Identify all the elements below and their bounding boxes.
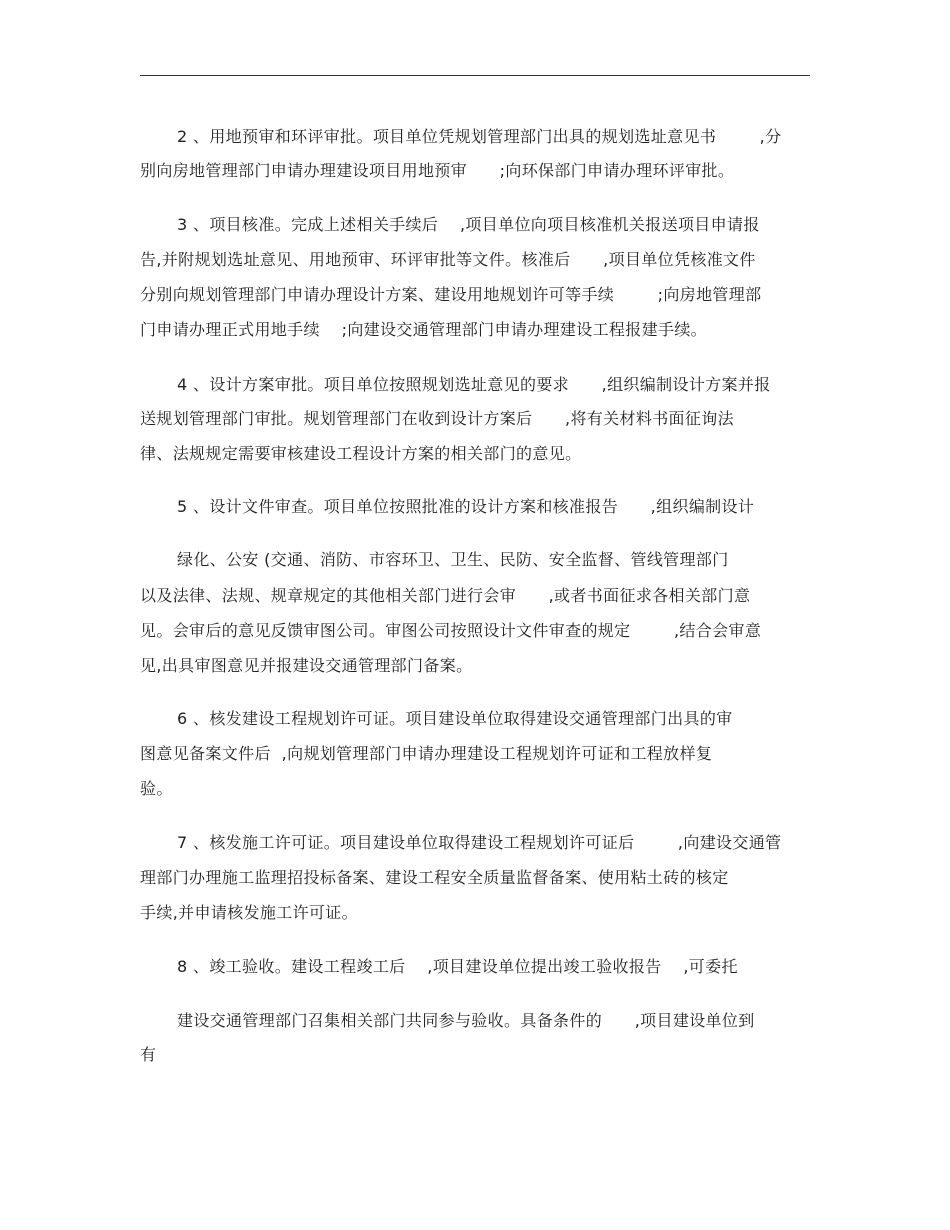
text-line: 2 、用地预审和环评审批。项目单位凭规划管理部门出具的规划选址意见书 ,分 xyxy=(177,127,782,146)
text-line: 别向房地管理部门申请办理建设项目用地预审 ;向环保部门申请办理环评审批。 xyxy=(140,161,735,180)
text-line: 送规划管理部门审批。规划管理部门在收到设计方案后 ,将有关材料书面征询法 xyxy=(140,409,734,428)
text-line: 分别向规划管理部门申请办理设计方案、建设用地规划许可等手续 ;向房地管理部 xyxy=(140,285,762,304)
text-line: 4 、设计方案审批。项目单位按照规划选址意见的要求 ,组织编制设计方案并报 xyxy=(177,375,771,394)
text-line: 8 、竣工验收。建设工程竣工后 ,项目建设单位提出竣工验收报告 ,可委托 xyxy=(177,957,738,976)
text-line: 5 、设计文件审查。项目单位按照批准的设计方案和核准报告 ,组织编制设计 xyxy=(177,497,755,516)
text-line: 验。 xyxy=(140,779,173,798)
text-line: 见,出具审图意见并报建设交通管理部门备案。 xyxy=(140,656,473,675)
text-line: 以及法律、法规、规章规定的其他相关部门进行会审 ,或者书面征求各相关部门意 xyxy=(140,586,751,605)
header-rule xyxy=(140,75,810,76)
text-line: 建设交通管理部门召集相关部门共同参与验收。具备条件的 ,项目建设单位到 xyxy=(177,1011,755,1030)
text-line: 见。会审后的意见反馈审图公司。审图公司按照设计文件审查的规定 ,结合会审意 xyxy=(140,621,762,640)
text-line: 手续,并申请核发施工许可证。 xyxy=(140,903,358,922)
text-line: 绿化、公安 (交通、消防、市容环卫、卫生、民防、安全监督、管线管理部门 xyxy=(177,550,729,569)
text-line: 3 、项目核准。完成上述相关手续后 ,项目单位向项目核准机关报送项目申请报 xyxy=(177,215,760,234)
text-line: 门申请办理正式用地手续 ;向建设交通管理部门申请办理建设工程报建手续。 xyxy=(140,320,708,339)
text-line: 7 、核发施工许可证。项目建设单位取得建设工程规划许可证后 ,向建设交通管 xyxy=(177,833,782,852)
text-line: 律、法规规定需要审核建设工程设计方案的相关部门的意见。 xyxy=(140,444,582,463)
text-line: 理部门办理施工监理招投标备案、建设工程安全质量监督备案、使用粘土砖的核定 xyxy=(140,868,729,887)
text-line: 6 、核发建设工程规划许可证。项目建设单位取得建设交通管理部门出具的审 xyxy=(177,709,733,728)
text-line: 有 xyxy=(140,1045,157,1064)
text-line: 告,并附规划选址意见、用地预审、环评审批等文件。核准后 ,项目单位凭核准文件 xyxy=(140,250,756,269)
text-line: 图意见备案文件后 ,向规划管理部门申请办理建设工程规划许可证和工程放样复 xyxy=(140,744,713,763)
